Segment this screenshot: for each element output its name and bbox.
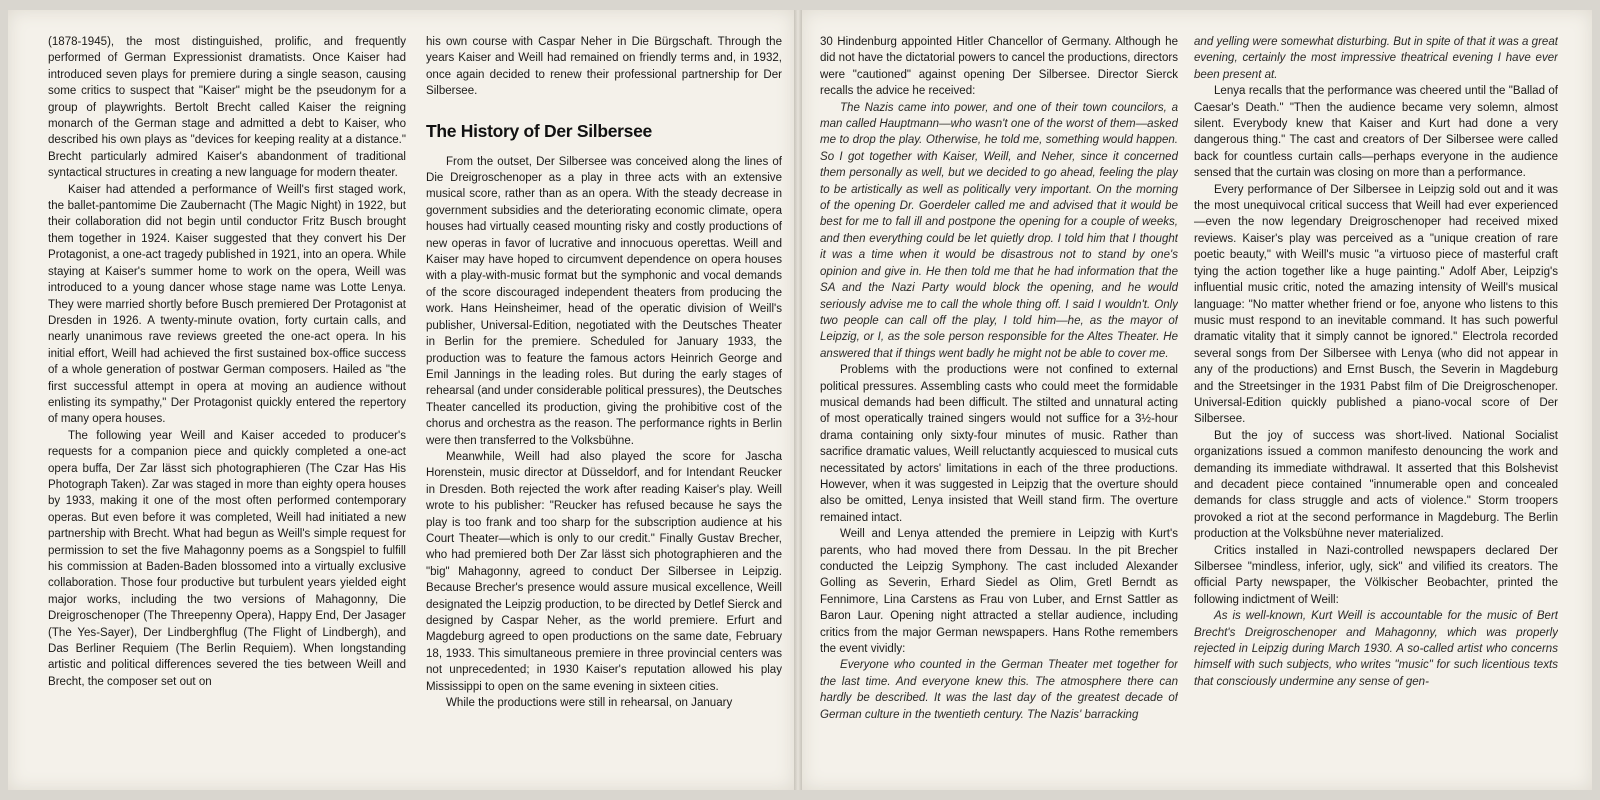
quote-block: Everyone who counted in the German Theater met together for the last time. And everyone knew this. The atmosphere there can hardly be described. It was the last day of the greatest decade of German culture in the twentieth century. The Nazis' barracking <box>820 659 1178 721</box>
paragraph: 30 Hindenburg appointed Hitler Chancellor of Germany. Although he did not have the dictatorial powers to cancel the productions, directors were "cautioned" against opening Der Silbersee. Director Sierck recalls the advice he received: <box>820 36 1178 98</box>
right-page <box>802 10 1592 790</box>
left-page <box>8 10 794 790</box>
book-gutter <box>794 10 802 790</box>
left-column-2 <box>426 34 782 776</box>
quote-block: The Nazis came into power, and one of their town councilors, a man called Hauptmann—who wasn't one of the worst of them—asked me to drop the play. Otherwise, he told me, something would happen. So I got together with Kaiser, Weill, and Neher, since it concerned them personally as well, but we decided to go ahead, feeling the play to be artistically as well as politically very important. On the morning of the opening Dr. Goerdeler called me and advised that it would be best for me to fall ill and postpone the opening for a couple of weeks, and then everything could be let quietly drop. I told him that I thought it was a time when it would be disastrous not to stand by one's opinion and give in. He then told me that he had information that the SA and the Nazi Party would block the opening, and he would seriously advise me to call the whole thing off. I said I wouldn't. Only two people can call off the play, I told him—he, as the mayor of Leipzig, or I, as the sole person responsible for the Altes Theater. He answered that if things went badly he might not be able to cover me. <box>820 101 1178 360</box>
paragraph: But the joy of success was short-lived. National Socialist organizations issued a common manifesto denouncing the work and demanding its immediate withdrawal. It asserted that this Bolshevist and decadent piece contained "innumerable open and concealed demands for class struggle and acts of violence." Storm troopers provoked a riot at the second performance in Magdeburg. The Berlin production at the Volksbühne never materialized. <box>1194 429 1558 541</box>
paragraph: The following year Weill and Kaiser acceded to producer's requests for a companion piece and quickly completed a one-act opera buffa, Der Zar lässt sich photographieren (The Czar Has His Photograph Taken). Zar was staged in more than eighty opera houses by 1933, making it one of the most often performed contemporary operas. But even before it was completed, Weill had initiated a new partnership with Brecht. What had begun as Weill's simple request for permission to set the five Mahagonny poems as a Songspiel to fulfill his commission at Baden-Baden blossomed into a virtually exclusive collaboration. Those four productive but turbulent years yielded eight major works, including the two versions of Mahagonny, Die Dreigroschenoper (The Threepenny Opera), Happy End, Der Jasager (The Yes-Sayer), Der Lindberghflug (The Flight of Lindbergh), and Das Berliner Requiem (The Berlin Requiem). When longstanding artistic and political differences severed the ties between Weill and Brecht, the composer set out on <box>48 429 406 688</box>
left-column-1 <box>48 34 406 776</box>
paragraph: Every performance of Der Silbersee in Leipzig sold out and it was the most unequivocal critical success that Weill had ever experienced—even the now legendary Dreigroschenoper had received mixed reviews. Kaiser's play was perceived as a "unique creation of rare poetic beauty," with Weill's music "a virtuoso piece of masterful craft tying the action together like a huge painting." Adolf Aber, Leipzig's influential music critic, noted the amazing intensity of Weill's musical language: "No matter whether friend or foe, anyone who listens to this music must respond to an inevitable command. It has such powerful dramatic vitality that it simply cannot be ignored." Electrola recorded several songs from Der Silbersee with Lenya (who did not appear in any of the productions) and Ernst Busch, the Severin in Magdeburg and the Streetsinger in the 1931 Pabst film of Die Dreigroschenoper. Universal-Edition quickly published a piano-vocal score of Der Silbersee. <box>1194 183 1558 426</box>
paragraph: Lenya recalls that the performance was cheered until the "Ballad of Caesar's Death." "Then the audience became very solemn, almost silent. Everybody knew that Kaiser and Kurt had done a very dangerous thing." The cast and creators of Der Silbersee were called back for countless curtain calls—perhaps everyone in the audience sensed that the curtain was closing on more than a performance. <box>1194 85 1558 180</box>
paragraph: Weill and Lenya attended the premiere in Leipzig with Kurt's parents, who had moved there from Dessau. In the pit Brecher conducted the Leipzig Symphony. The cast included Alexander Golling as Severin, Erhard Siedel as Olim, Gretl Berndt as Fennimore, Lina Carstens as Frau von Luber, and Ernst Sattler as Baron Laur. Opening night attracted a stellar audience, including critics from the major German newspapers. Hans Rothe remembers the event vividly: <box>820 528 1178 656</box>
paragraph: While the productions were still in rehearsal, on January <box>446 697 733 710</box>
right-column-1 <box>820 34 1178 776</box>
paragraph: his own course with Caspar Neher in Die Bürgschaft. Through the years Kaiser and Weill had remained on friendly terms and, in 1932, once again decided to renew their professional partnership for Der Silbersee. <box>426 36 782 98</box>
paragraph: Problems with the productions were not confined to external political pressures. Assembling casts who could meet the formidable musical demands had been difficult. The stilted and unnatural acting of most operatically trained singers would not suffice for a 3½-hour drama containing only sixty-four minutes of music. Rather than sacrifice dramatic values, Weill reluctantly acquiesced to musical cuts necessitated by actors' limitations in each of the three productions. However, when it was suggested in Leipzig that the overture should also be omitted, Lenya insisted that Weill stand firm. The overture remained intact. <box>820 364 1178 524</box>
paragraph: Kaiser had attended a performance of Weill's first staged work, the ballet-pantomime Die Zaubernacht (The Magic Night) in 1922, but their collaboration did not begin until conductor Fritz Busch brought them together in 1924. Kaiser suggested that they convert his Der Protagonist, a one-act tragedy published in 1921, into an opera. While staying at Kaiser's summer home to work on the opera, Weill was introduced to a young dancer whose stage name was Lotte Lenya. They were married shortly before Busch premiered Der Protagonist at Dresden in 1926. A twenty-minute ovation, forty curtain calls, and nearly unanimous rave reviews greeted the one-act opera. In his initial effort, Weill had achieved the first sustained box-office success of a whole generation of postwar German composers. Hailed as "the first successful attempt in opera at moving an audience without enlisting its sympathy," Der Protagonist quickly entered the repertory of many opera houses. <box>48 183 406 426</box>
paragraph: (1878-1945), the most distinguished, prolific, and frequently performed of German Expressionist dramatists. Once Kaiser had introduced seven plays for premiere during a single season, causing some critics to suspect that "Kaiser" might be the pseudonym for a group of playwrights. Bertolt Brecht called Kaiser the reigning monarch of the German stage and admitted a debt to Kaiser, who described his own plays as "devices for keeping reality at a distance." Brecht particularly admired Kaiser's abandonment of traditional syntactical structures in creating a new language for modern theater. <box>48 36 406 180</box>
quote-block: and yelling were somewhat disturbing. But in spite of that it was a great evening, certainly the most impressive theatrical evening I have ever been present at. <box>1194 36 1558 81</box>
right-column-2 <box>1194 34 1558 776</box>
paragraph: Critics installed in Nazi-controlled newspapers declared Der Silbersee "mindless, inferior, ugly, sick" and vilified its creators. The official Party newspaper, the Völkischer Beobachter, printed the following indictment of Weill: <box>1194 544 1558 606</box>
paragraph: From the outset, Der Silbersee was conceived along the lines of Die Dreigroschenoper as a play in three acts with an extensive musical score, rather than as an opera. With the steady decrease in government subsidies and the deteriorating economic climate, opera houses had virtually ceased mounting risky and costly productions of new operas in favor of lucrative and innocuous operettas. Weill and Kaiser may have hoped to circumvent dependence on opera houses with a play-with-music format but the symphonic and vocal demands of the score discouraged independent theaters from producing the work. Hans Heinsheimer, head of the operatic division of Weill's publisher, Universal-Edition, negotiated with the Deutsches Theater in Berlin for the premiere. Scheduled for January 1933, the production was to feature the famous actors Heinrich George and Emil Jannings in the leading roles. But during the early stages of rehearsal (and under considerable political pressures), the Deutsches Theater cancelled its production, giving the prohibitive cost of the chorus and orchestra as the reason. The performance rights in Berlin were then transferred to the Volksbühne. <box>426 155 782 447</box>
paragraph: Meanwhile, Weill had also played the score for Jascha Horenstein, music director at Düsseldorf, and for Intendant Reucker in Dresden. Both rejected the work after reading Kaiser's play. Weill wrote to his publisher: "Reucker has refused because he says the play is too frank and too sharp for the subscription audience at his Court Theater—which is only to our credit." Finally Gustav Brecher, who had premiered both Der Zar lässt sich photographieren and the "big" Mahagonny, agreed to conduct Der Silbersee in Leipzig. Because Brecher's presence would assure musical excellence, Weill designated the Leipzig production, to be directed by Detlef Sierck and designed by Caspar Neher, as the world premiere. Erfurt and Magdeburg agreed to open productions on the same date, February 18, 1933. This simultaneous premiere in three provincial centers was not unprecedented; in 1930 Kaiser's reputation allowed his play Mississippi to open on the same evening in sixteen cities. <box>426 450 782 693</box>
section-heading: The History of Der Silbersee <box>426 120 652 141</box>
quote-block: As is well-known, Kurt Weill is accountable for the music of Bert Brecht's Dreigroschenoper and Mahagonny, which was properly rejected in Leipzig during March 1930. A so-called artist who concerns himself with such subjects, who writes "music" for such licentious texts that consciously undermine any sense of gen- <box>1194 610 1558 688</box>
